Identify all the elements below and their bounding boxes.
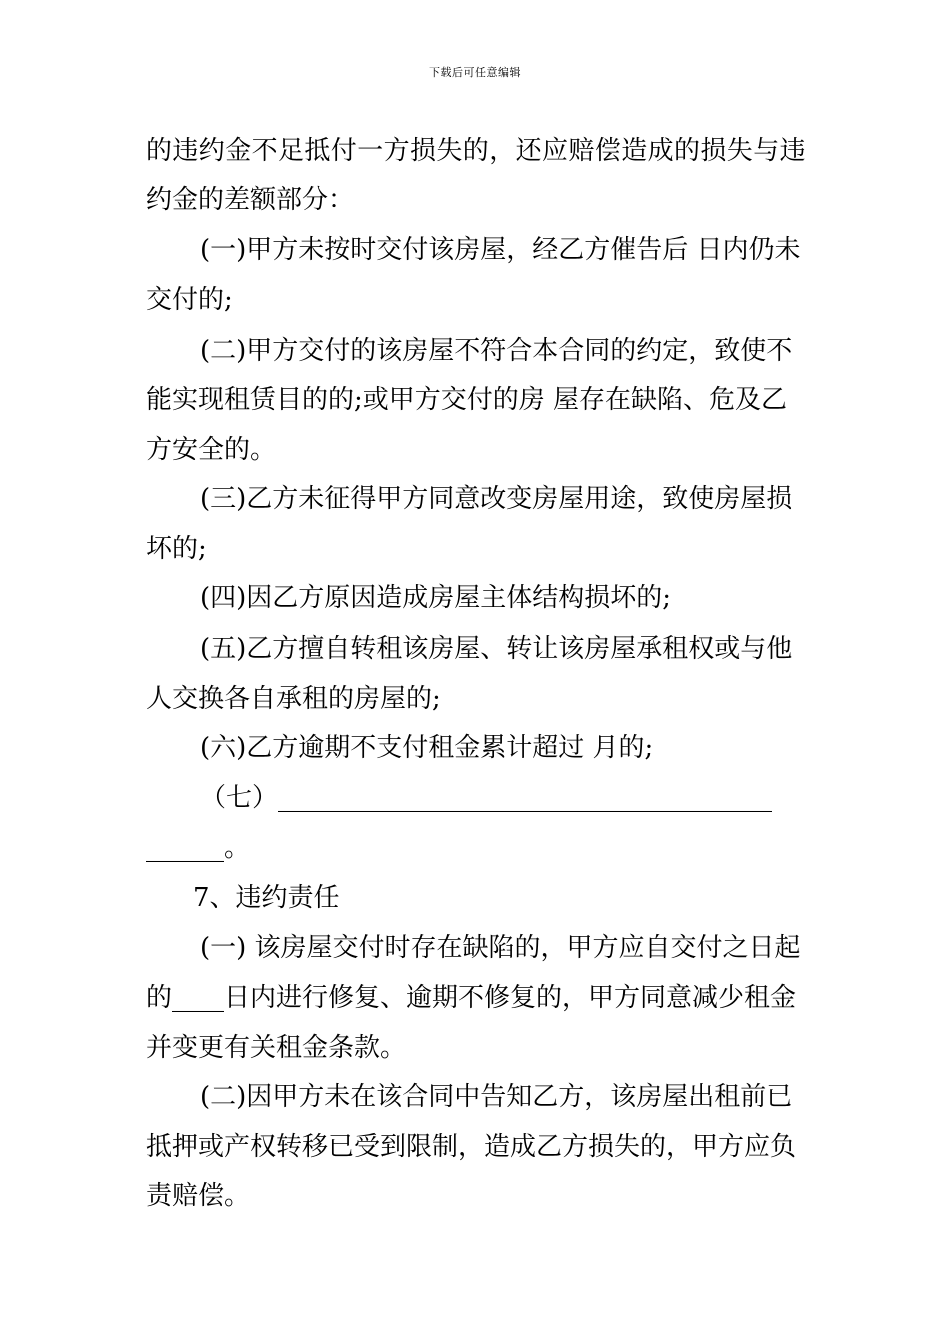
text-line: 的违约金不足抵付一方损失的，还应赔偿造成的损失与违 <box>146 136 807 166</box>
text-line: 责赔偿。 <box>146 1181 251 1211</box>
page-header: 下载后可任意编辑 <box>429 66 521 79</box>
text-line: 交付的; <box>146 285 233 315</box>
text-line: 能实现租赁目的的;或甲方交付的房 屋存在缺陷、危及乙 <box>146 385 788 415</box>
text-line: 坏的; <box>146 534 207 564</box>
text-line: ______。 <box>146 833 251 863</box>
text-line: 抵押或产权转移已受到限制，造成乙方损失的，甲方应负 <box>146 1132 797 1162</box>
text-line: 人交换各自承租的房屋的; <box>146 684 441 714</box>
text-line: (三)乙方未征得甲方同意改变房屋用途，致使房屋损 <box>200 484 793 514</box>
text-line: (一) 该房屋交付时存在缺陷的，甲方应自交付之日起 <box>200 933 801 963</box>
text-line: (六)乙方逾期不支付租金累计超过 月的; <box>200 733 654 763</box>
text-line: (二)因甲方未在该合同中告知乙方，该房屋出租前已 <box>200 1082 793 1112</box>
text-line: 约金的差额部分： <box>146 185 355 215</box>
text-line: 方安全的。 <box>146 435 277 465</box>
text-line: 的____日内进行修复、逾期不修复的，甲方同意减少租金 <box>146 983 797 1013</box>
text-line: (四)因乙方原因造成房屋主体结构损坏的; <box>200 583 672 613</box>
text-line: （七）______________________________________ <box>200 783 773 813</box>
text-line: 并变更有关租金条款。 <box>146 1033 407 1063</box>
text-line: (二)甲方交付的该房屋不符合本合同的约定，致使不 <box>200 336 793 366</box>
text-line: (一)甲方未按时交付该房屋，经乙方催告后 日内仍未 <box>200 235 801 265</box>
text-line: (五)乙方擅自转租该房屋、转让该房屋承租权或与他 <box>200 634 793 664</box>
section-heading: 7、违约责任 <box>193 883 340 913</box>
